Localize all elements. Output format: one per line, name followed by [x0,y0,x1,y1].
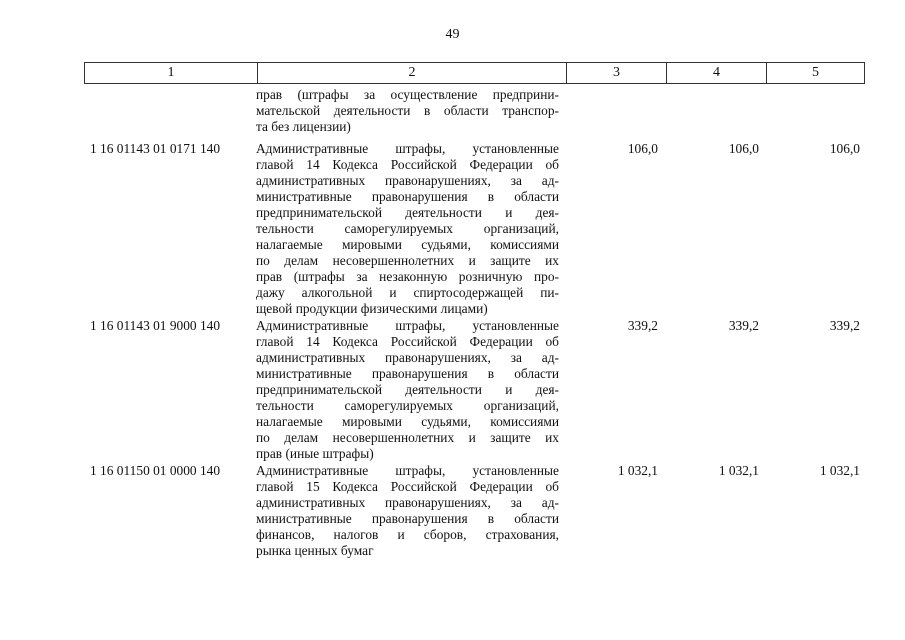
description-line: прав (штрафы за незаконную розничную про- [256,269,559,284]
row-description [256,141,559,317]
description-line: та без лицензии) [256,119,351,134]
description-line: главой 15 Кодекса Российской Федерации об [256,479,559,494]
description-line: мательской деятельности в области транспор- [256,103,559,118]
table-header [84,62,865,84]
row-value-col5: 106,0 [829,141,860,156]
row-value-col5: 1 032,1 [819,463,860,478]
description-line: административных правонарушениях, за ад- [256,495,559,510]
column-header-4: 4 [666,63,766,83]
description-line: Административные штрафы, установленные [256,463,559,478]
description-line: административных правонарушениях, за ад- [256,350,559,365]
row-code: 1 16 01143 01 0171 140 [90,141,221,156]
description-line: по делам несовершеннолетних и защите их [256,430,559,445]
description-line: прав (иные штрафы) [256,446,374,461]
row-value-col3: 339,2 [627,318,658,333]
description-line: административных правонарушениях, за ад- [256,173,559,188]
description-line: прав (штрафы за осуществление предприни- [256,87,559,102]
row-value-col4: 106,0 [728,141,759,156]
row-value-col4: 1 032,1 [718,463,759,478]
description-line: рынка ценных бумаг [256,543,374,558]
column-header-5: 5 [766,63,864,83]
description-line: министративные правонарушения в области [256,366,559,381]
description-line: министративные правонарушения в области [256,189,559,204]
description-line: тельности саморегулируемых организаций, [256,398,559,413]
row-code: 1 16 01150 01 0000 140 [90,463,221,478]
row-code: 1 16 01143 01 9000 140 [90,318,221,333]
description-line: финансов, налогов и сборов, страхования, [256,527,559,542]
description-line: тельности саморегулируемых организаций, [256,221,559,236]
row-value-col5: 339,2 [829,318,860,333]
description-line: главой 14 Кодекса Российской Федерации об [256,334,559,349]
row-value-col3: 106,0 [627,141,658,156]
column-header-1: 1 [167,65,175,80]
description-line: министративные правонарушения в области [256,511,559,526]
column-header-3: 3 [566,63,666,83]
page-number: 49 [445,27,460,42]
description-line: главой 14 Кодекса Российской Федерации об [256,157,559,172]
description-line: налагаемые мировыми судьями, комиссиями [256,237,559,252]
row-description [256,318,559,462]
row-value-col3: 1 032,1 [617,463,658,478]
description-line: щевой продукции физическими лицами) [256,301,488,316]
description-line: предпринимательской деятельности и дея- [256,205,559,220]
description-line: Административные штрафы, установленные [256,141,559,156]
continuation-text [256,87,559,135]
description-line: предпринимательской деятельности и дея- [256,382,559,397]
row-description [256,463,559,559]
description-line: налагаемые мировыми судьями, комиссиями [256,414,559,429]
description-line: дажу алкогольной и спиртосодержащей пи- [256,285,559,300]
column-header-2: 2 [257,63,566,83]
description-line: Административные штрафы, установленные [256,318,559,333]
row-value-col4: 339,2 [728,318,759,333]
description-line: по делам несовершеннолетних и защите их [256,253,559,268]
